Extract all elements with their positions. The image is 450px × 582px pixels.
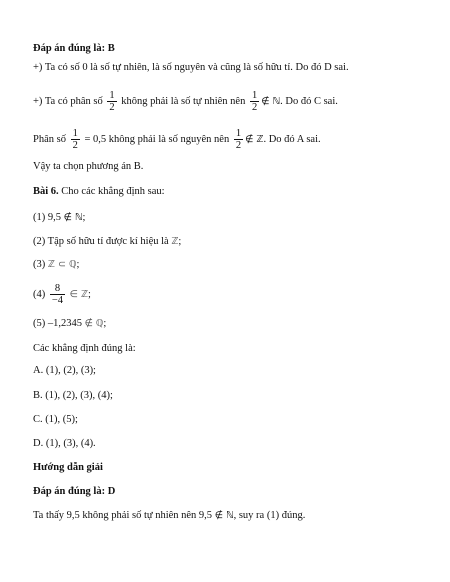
conclusion: Vậy ta chọn phương án B. [33,161,144,172]
statement-3: (3) ℤ ⊂ ℚ; [33,259,80,270]
final-explanation: Ta thấy 9,5 không phải số tự nhiên nên 9,5 ∉ ℕ, suy ra (1) đúng. [33,510,306,521]
answer-heading-2: Đáp án đúng là: D [33,486,116,497]
explanation-line-2: +) Ta có phân số $\frac{1}{2}$ không phải là số tự nhiên nên $\frac{1}{2}$ ∉ ℕ. Do đó C sai. [33,90,338,113]
fraction: $\frac{1}{2}$ [72,128,78,151]
fraction: $\frac{1}{2}$ [235,128,242,151]
option-d: D. (1), (3), (4). [33,438,96,449]
math-symbol: ℤ [171,236,179,247]
option-c: C. (1), (5); [33,414,78,425]
math-symbol: ∉ ℚ [84,318,104,329]
math-symbol: ∈ ℤ [69,288,89,300]
math-symbol: ∉ ℕ [261,95,281,107]
explanation-line-3: Phân số $\frac{1}{2}$ = 0,5 không phải là số nguyên nên $\frac{1}{2}$ ∉ ℤ. Do đó A sai. [33,128,321,151]
math-symbol: ∉ ℕ [214,510,234,521]
option-b: B. (1), (2), (3), (4); [33,390,113,401]
solution-heading: Hướng dẫn giải [33,462,103,473]
exercise-6-title: Bài 6. Cho các khẳng định sau: [33,186,165,197]
explanation-line-1: +) Ta có số 0 là số tự nhiên, là số nguyên và cũng là số hữu tỉ. Do đó D sai. [33,62,349,73]
statement-2: (2) Tập số hữu tỉ được kí hiệu là ℤ; [33,236,182,247]
math-symbol: ∉ ℕ [63,212,83,223]
statement-1: (1) 9,5 ∉ ℕ; [33,212,86,223]
question-text: Các khẳng định đúng là: [33,343,136,354]
fraction: $\frac{8}{-4}$ [51,283,64,306]
fraction: $\frac{1}{2}$ [251,90,258,113]
math-symbol: ∉ ℤ [245,133,264,145]
fraction: $\frac{1}{2}$ [109,90,115,113]
answer-heading-1: Đáp án đúng là: B [33,43,115,54]
statement-4: (4) $\frac{8}{-4}$ ∈ ℤ; [33,283,91,306]
option-a: A. (1), (2), (3); [33,365,96,376]
statement-5: (5) –1,2345 ∉ ℚ; [33,318,107,329]
math-symbol: ℤ ⊂ ℚ [47,259,77,270]
